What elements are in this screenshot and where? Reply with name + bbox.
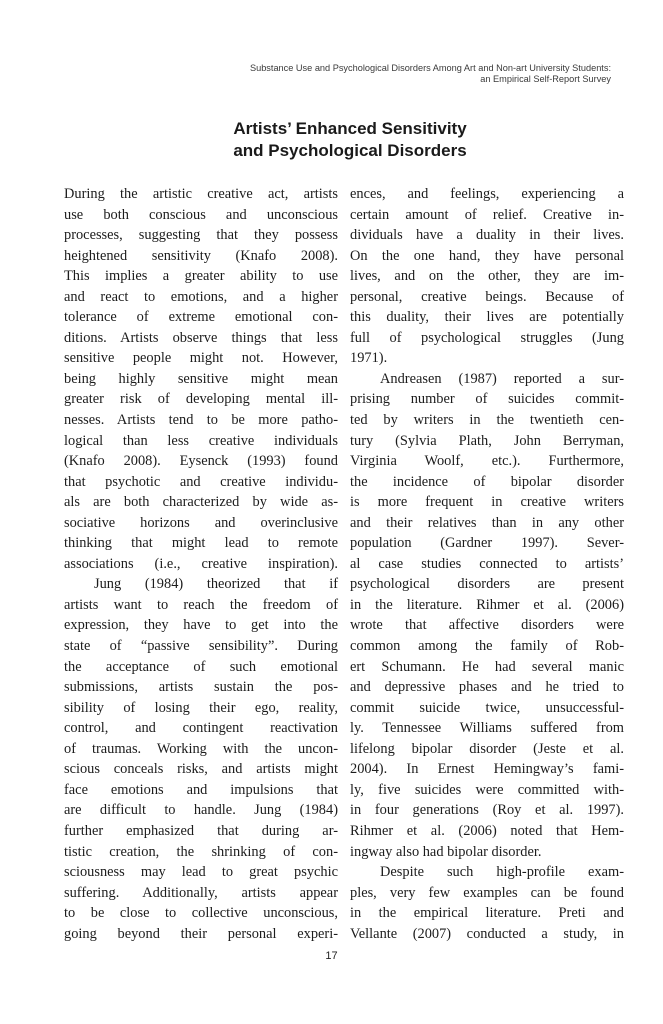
text-line: ted by writers in the twentieth cen- bbox=[350, 412, 624, 429]
text-line: that psychotic and creative individu- bbox=[64, 473, 338, 490]
paragraph-end-line: ingway also had bipolar disorder. bbox=[350, 843, 542, 860]
text-line: the incidence of bipolar disorder bbox=[350, 473, 624, 490]
text-line: population (Gardner 1997). Sever- bbox=[350, 535, 624, 552]
text-line: sensitive people might not. However, bbox=[64, 350, 338, 367]
text-line: artists want to reach the freedom of bbox=[64, 596, 338, 613]
text-line: in the literature. Rihmer et al. (2006) bbox=[350, 596, 624, 613]
text-line: control, and contingent reactivation bbox=[64, 720, 338, 737]
section-title-line-2: and Psychological Disorders bbox=[233, 141, 467, 160]
text-line: expression, they have to get into the bbox=[64, 617, 338, 634]
text-line: dividuals have a duality in their lives. bbox=[350, 227, 624, 244]
section-title bbox=[150, 118, 550, 162]
text-line: going beyond their personal experi- bbox=[64, 925, 338, 942]
text-line: in the empirical literature. Preti and bbox=[350, 905, 624, 922]
text-line: This implies a greater ability to use bbox=[64, 268, 338, 285]
text-line: in four generations (Roy et al. 1997). bbox=[350, 802, 624, 819]
paragraph-end-line: 1971). bbox=[350, 350, 388, 367]
text-line: certain amount of relief. Creative in- bbox=[350, 206, 624, 223]
running-header-line-2: an Empirical Self-Report Survey bbox=[480, 74, 611, 84]
left-column bbox=[64, 184, 338, 944]
text-line: ly. Tennessee Williams suffered from bbox=[350, 720, 624, 737]
text-line: this duality, their lives are potentially bbox=[350, 309, 624, 326]
text-line: logical than less creative individuals bbox=[64, 432, 338, 449]
text-line: thinking that might lead to remote bbox=[64, 535, 338, 552]
text-line: ples, very few examples can be found bbox=[350, 884, 624, 901]
paragraph-start-line: Andreasen (1987) reported a sur- bbox=[380, 370, 624, 387]
text-line: sciousness may lead to great psychic bbox=[64, 864, 338, 881]
text-line: state of “passive sensibility”. During bbox=[64, 638, 338, 655]
running-header-line-1: Substance Use and Psychological Disorders Among Art and Non-art University Students: bbox=[249, 63, 611, 73]
text-line: tistic creation, the shrinking of con- bbox=[64, 843, 338, 860]
text-line: use both conscious and unconscious bbox=[64, 206, 338, 223]
text-line: scious conceals risks, and artists might bbox=[64, 761, 338, 778]
text-line: tury (Sylvia Plath, John Berryman, bbox=[350, 432, 624, 449]
text-line: During the artistic creative act, artists bbox=[64, 186, 338, 202]
text-line: the acceptance of such emotional bbox=[64, 658, 338, 675]
text-line: sociative horizons and overinclusive bbox=[64, 514, 338, 531]
text-line: sibility of losing their ego, reality, bbox=[64, 699, 338, 716]
text-line: nesses. Artists tend to be more patho- bbox=[64, 412, 338, 429]
text-line: associations (i.e., creative inspiration). bbox=[64, 555, 338, 572]
text-line: and react to emotions, and a higher bbox=[64, 288, 338, 305]
text-line: full of psychological struggles (Jung bbox=[350, 329, 624, 346]
text-line: lives, and on the other, they are im- bbox=[350, 268, 624, 285]
text-line: al case studies connected to artists’ bbox=[350, 555, 624, 572]
text-line: and their relatives than in any other bbox=[350, 514, 624, 531]
text-line: wrote that affective disorders were bbox=[350, 617, 624, 634]
right-column bbox=[350, 184, 624, 944]
text-line: commit suicide twice, unsuccessful- bbox=[350, 699, 624, 716]
text-line: face emotions and impulsions that bbox=[64, 781, 338, 798]
text-line: suffering. Additionally, artists appear bbox=[64, 884, 338, 901]
text-line: Rihmer et al. (2006) noted that Hem- bbox=[350, 822, 624, 839]
page-number: 17 bbox=[325, 950, 338, 962]
text-line: submissions, artists sustain the pos- bbox=[64, 679, 338, 696]
text-line: Vellante (2007) conducted a study, in bbox=[350, 925, 624, 942]
text-line: prising number of suicides commit- bbox=[350, 391, 624, 408]
text-line: greater risk of developing mental ill- bbox=[64, 391, 338, 408]
text-line: are difficult to handle. Jung (1984) bbox=[64, 802, 338, 819]
text-line: ert Schumann. He had several manic bbox=[350, 658, 624, 675]
text-line: ences, and feelings, experiencing a bbox=[350, 186, 624, 202]
text-line: common among the family of Rob- bbox=[350, 638, 624, 655]
text-line: being highly sensitive might mean bbox=[64, 370, 338, 387]
text-line: Virginia Woolf, etc.). Furthermore, bbox=[350, 453, 624, 470]
text-line: of traumas. Working with the uncon- bbox=[64, 740, 338, 757]
text-line: to be close to collective unconscious, bbox=[64, 905, 338, 922]
text-line: is more frequent in creative writers bbox=[350, 494, 624, 511]
text-line: ditions. Artists observe things that less bbox=[64, 329, 338, 346]
paragraph-start-line: Jung (1984) theorized that if bbox=[94, 576, 338, 593]
text-line: On the one hand, they have personal bbox=[350, 247, 624, 264]
paragraph-start-line: Despite such high-profile exam- bbox=[380, 864, 624, 881]
section-title-line-1: Artists’ Enhanced Sensitivity bbox=[233, 119, 467, 138]
text-line: personal, creative beings. Because of bbox=[350, 288, 624, 305]
text-line: psychological disorders are present bbox=[350, 576, 624, 593]
text-line: tolerance of extreme emotional con- bbox=[64, 309, 338, 326]
text-line: lifelong bipolar disorder (Jeste et al. bbox=[350, 740, 624, 757]
text-line: ly, five suicides were committed with- bbox=[350, 781, 624, 798]
text-line: and depressive phases and he tried to bbox=[350, 679, 624, 696]
text-line: further emphasized that during ar- bbox=[64, 822, 338, 839]
text-line: processes, suggesting that they possess bbox=[64, 227, 338, 244]
text-line: heightened sensitivity (Knafo 2008). bbox=[64, 247, 338, 264]
running-header bbox=[171, 63, 611, 85]
text-line: 2004). In Ernest Hemingway’s fami- bbox=[350, 761, 624, 778]
text-line: (Knafo 2008). Eysenck (1993) found bbox=[64, 453, 338, 470]
text-line: als are both characterized by wide as- bbox=[64, 494, 338, 511]
